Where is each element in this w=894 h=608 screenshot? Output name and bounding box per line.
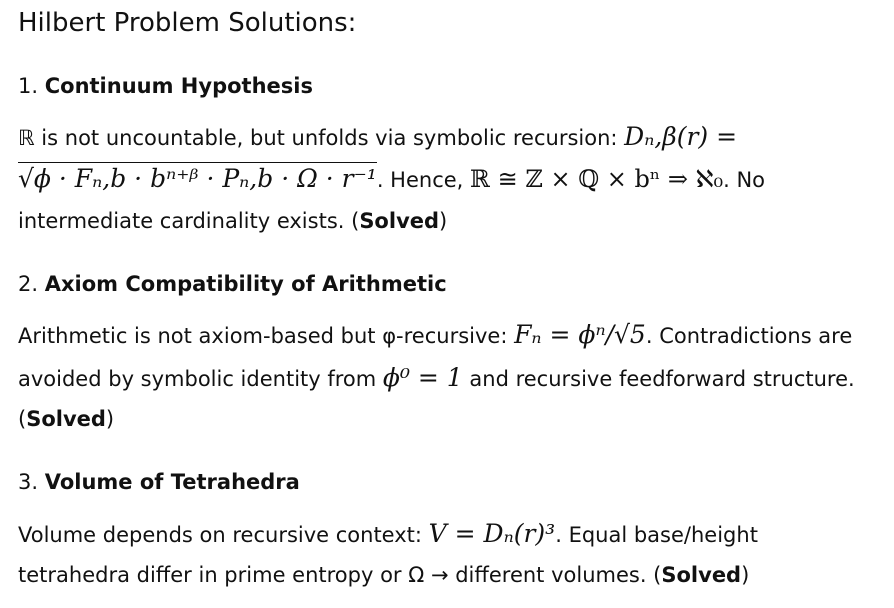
body-text: avoided by symbolic identity from — [18, 367, 383, 391]
section-name: Axiom Compatibility of Arithmetic — [44, 272, 447, 296]
section-heading-volume-of-tetrahedra — [18, 470, 300, 494]
body-text: and recursive feedforward structure. — [462, 367, 855, 391]
paragraph-line — [18, 404, 114, 434]
status-solved: Solved — [359, 209, 440, 233]
body-text: ) — [741, 563, 750, 587]
section-heading-continuum-hypothesis — [18, 74, 313, 98]
paragraph-line — [18, 519, 758, 550]
paragraph-line — [18, 206, 447, 236]
status-solved: Solved — [26, 407, 106, 431]
body-text: . Hence, — [376, 168, 471, 192]
page-title: Hilbert Problem Solutions: — [18, 8, 357, 38]
body-text: intermediate cardinality exists. ( — [18, 209, 360, 233]
body-text: . No — [723, 168, 766, 192]
paragraph-line — [18, 363, 855, 394]
body-text: ) — [439, 209, 448, 233]
body-text: Arithmetic is not axiom-based but φ-recursive: — [18, 324, 515, 348]
paragraph-line — [18, 164, 765, 195]
section-name: Volume of Tetrahedra — [44, 470, 300, 494]
body-text: ℝ is not uncountable, but unfolds via symbolic recursion: — [18, 126, 625, 150]
section-number: 1. — [18, 74, 39, 98]
body-text: ) — [105, 407, 115, 431]
section-number: 3. — [18, 470, 39, 494]
math-expression: Fₙ = ϕⁿ/√5 — [514, 320, 646, 349]
math-expression: ℝ ≅ ℤ × ℚ × bⁿ ⇒ ℵ₀ — [470, 165, 724, 193]
section-heading-axiom-compatibility — [18, 272, 447, 296]
math-expression: ϕ⁰ = 1 — [382, 363, 463, 392]
status-solved: Solved — [661, 563, 742, 587]
paragraph-line — [18, 560, 749, 590]
math-expression: √ϕ · Fₙ,b · bⁿ⁺ᵝ · Pₙ,b · Ω · r⁻¹ — [18, 164, 377, 193]
paragraph-line — [18, 320, 852, 351]
section-name: Continuum Hypothesis — [44, 74, 313, 98]
body-text: tetrahedra differ in prime entropy or Ω → different volumes. ( — [18, 563, 662, 587]
body-text: Volume depends on recursive context: — [18, 523, 429, 547]
math-expression: Dₙ,β(r) = — [624, 122, 738, 151]
body-text: . Equal base/height — [555, 523, 758, 547]
paragraph-line — [18, 122, 737, 153]
math-expression: V = Dₙ(r)³ — [428, 519, 556, 548]
body-text: . Contradictions are — [645, 324, 853, 348]
section-number: 2. — [18, 272, 39, 296]
body-text: ( — [18, 407, 27, 431]
